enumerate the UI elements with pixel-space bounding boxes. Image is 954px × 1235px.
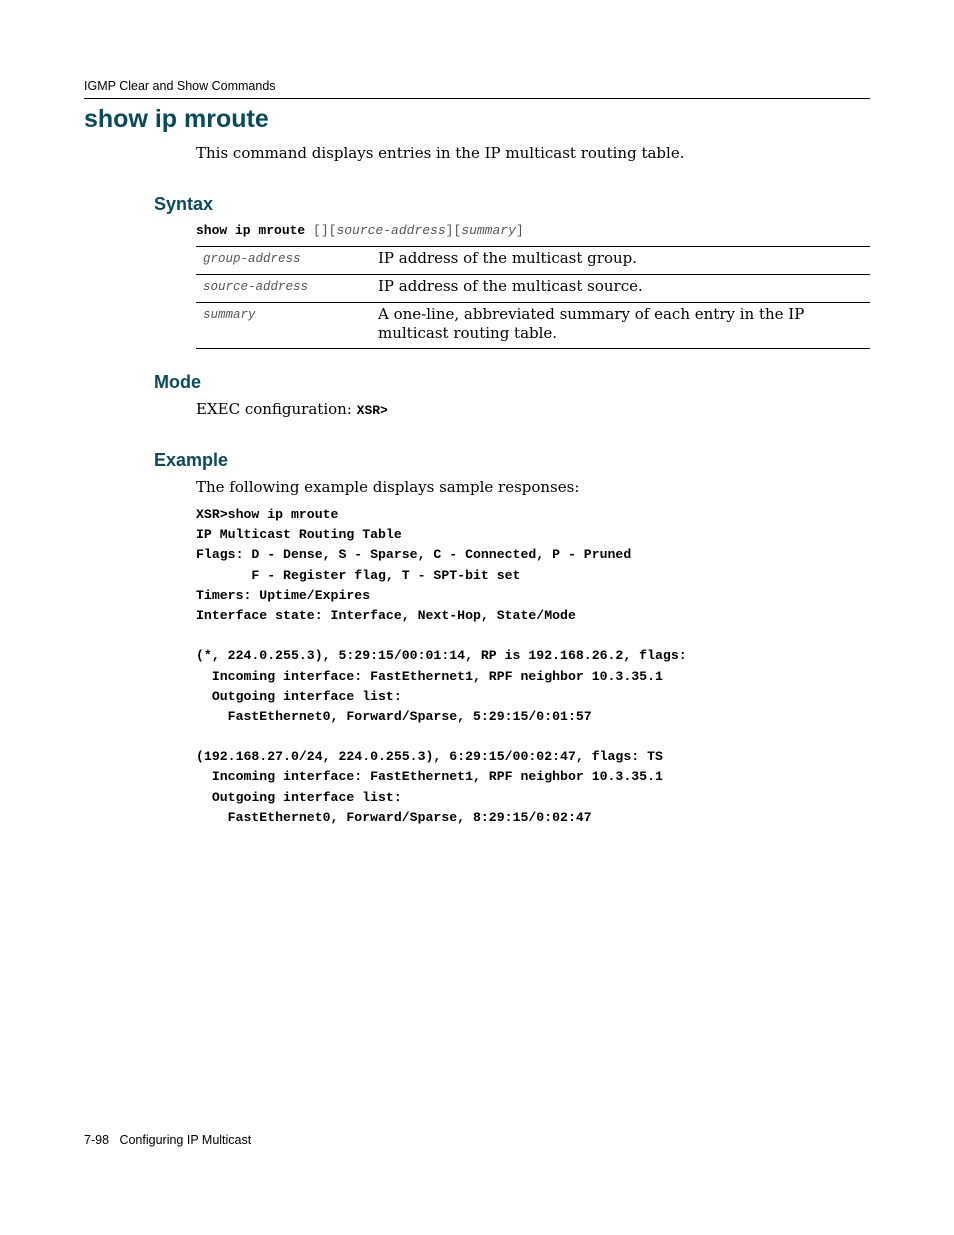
table-row: [196, 303, 870, 349]
code-line: [196, 727, 687, 747]
param-name: source-address: [196, 275, 371, 303]
running-header: IGMP Clear and Show Commands: [84, 79, 276, 93]
code-line: F - Register flag, T - SPT-bit set: [196, 567, 521, 583]
syntax-bracket: ][: [320, 223, 337, 238]
syntax-summary: summary: [461, 223, 516, 238]
code-line: Flags: D - Dense, S - Sparse, C - Connected, P - Pruned: [196, 547, 632, 563]
page-footer: [84, 1133, 251, 1147]
code-line: Incoming interface: FastEthernet1, RPF neighbor 10.3.35.1: [196, 668, 663, 684]
code-line: Outgoing interface list:: [196, 688, 402, 704]
example-intro: The following example displays sample responses:: [196, 478, 580, 496]
code-line: FastEthernet0, Forward/Sparse, 5:29:15/0:01:57: [196, 708, 592, 724]
param-name: group-address: [196, 247, 371, 275]
syntax-bracket: ][: [445, 223, 462, 238]
code-line: Outgoing interface list:: [196, 789, 402, 805]
code-line: FastEthernet0, Forward/Sparse, 8:29:15/0:02:47: [196, 809, 592, 825]
code-line: [196, 626, 687, 646]
mode-text: [196, 399, 388, 421]
mode-label: EXEC configuration:: [196, 400, 357, 418]
syntax-bracket: ]: [515, 223, 524, 238]
syntax-source-address: source-address: [336, 223, 446, 238]
syntax-bracket: [: [305, 223, 321, 238]
parameter-table: [196, 246, 870, 349]
table-row: [196, 275, 870, 303]
code-line: IP Multicast Routing Table: [196, 527, 402, 543]
syntax-options: [305, 223, 523, 238]
code-line: XSR>show ip mroute: [196, 507, 339, 522]
code-line: Timers: Uptime/Expires: [196, 587, 371, 603]
param-description: A one-line, abbreviated summary of each entry in the IP multicast routing table.: [371, 303, 870, 349]
param-description: IP address of the multicast source.: [371, 275, 870, 303]
table-row: [196, 247, 870, 275]
param-description: IP address of the multicast group.: [371, 247, 870, 275]
syntax-command: show ip mroute: [196, 223, 306, 238]
code-line: Interface state: Interface, Next-Hop, State/Mode: [196, 607, 576, 623]
mode-heading: Mode: [154, 372, 201, 392]
footer-chapter: Configuring IP Multicast: [119, 1133, 252, 1147]
code-line: Incoming interface: FastEthernet1, RPF neighbor 10.3.35.1: [196, 769, 663, 785]
param-name: summary: [196, 303, 371, 349]
command-description: This command displays entries in the IP multicast routing table.: [196, 144, 685, 162]
page-title: show ip mroute: [84, 105, 269, 133]
header-rule: [84, 98, 870, 99]
code-line: (*, 224.0.255.3), 5:29:15/00:01:14, RP is 192.168.26.2, flags:: [196, 648, 687, 664]
code-line: (192.168.27.0/24, 224.0.255.3), 6:29:15/00:02:47, flags: TS: [196, 749, 663, 765]
example-heading: Example: [154, 450, 229, 470]
syntax-heading: Syntax: [154, 194, 214, 214]
page-number: 7-98: [84, 1133, 110, 1147]
example-code-block: [196, 505, 687, 828]
syntax-line: [196, 222, 524, 240]
mode-prompt: XSR>: [356, 403, 388, 418]
